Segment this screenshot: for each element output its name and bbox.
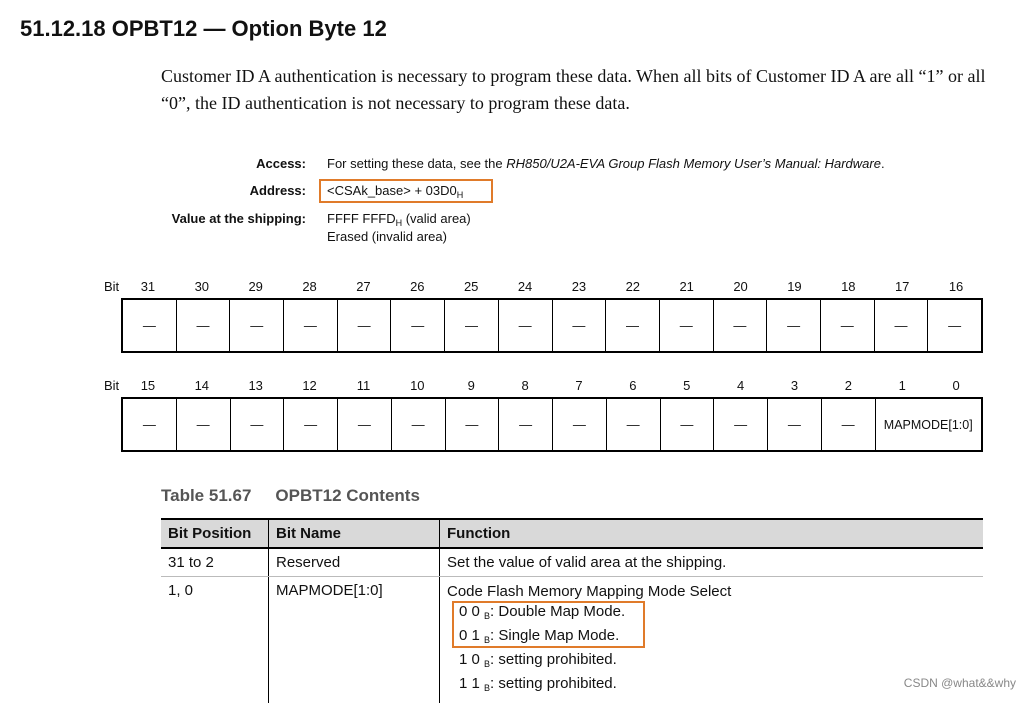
bit-number: 7 (552, 378, 606, 393)
access-label: Access: (106, 156, 306, 171)
mapping-mode-option: 0 1 $_B$: Single Map Mode. (447, 626, 976, 650)
section-heading: 51.12.18 OPBT12 — Option Byte 12 (20, 16, 387, 42)
bit-number: 8 (498, 378, 552, 393)
reserved-bit-cell: — (123, 300, 177, 351)
table-caption: Table 51.67 OPBT12 Contents (161, 486, 420, 506)
bit-number: 20 (714, 279, 768, 294)
reserved-bit-cell: — (606, 300, 660, 351)
bit-number: 17 (875, 279, 929, 294)
bit-number: 13 (229, 378, 283, 393)
reserved-bit-cell: — (230, 300, 284, 351)
reserved-bit-cell: — (392, 399, 446, 450)
bit-number: 15 (121, 378, 175, 393)
reserved-bit-cell: — (660, 300, 714, 351)
bit-number: 3 (768, 378, 822, 393)
bit-number: 30 (175, 279, 229, 294)
mapping-mode-option: 1 1 $_B$: setting prohibited. (447, 674, 976, 698)
reserved-bit-cell: — (553, 300, 607, 351)
reserved-bit-cell: — (284, 399, 338, 450)
header-function: Function (440, 519, 984, 548)
mapmode-field-cell: MAPMODE[1:0] (876, 399, 982, 450)
intro-paragraph: Customer ID A authentication is necessary to program these data. When all bits of Customer ID A are all “1” or all “0”, the ID authentication is not necessary to program these data. (161, 63, 991, 117)
watermark: CSDN @what&&why (904, 676, 1016, 690)
reserved-bit-cell: — (284, 300, 338, 351)
reserved-bit-cell: — (338, 300, 392, 351)
reserved-bit-cell: — (177, 399, 231, 450)
bit-number: 5 (660, 378, 714, 393)
cell-bit-position: 1, 0 (161, 577, 269, 703)
shipping-label: Value at the shipping: (106, 211, 306, 226)
mapping-mode-option: 1 0 $_B$: setting prohibited. (447, 650, 976, 674)
function-title: Code Flash Memory Mapping Mode Select (447, 582, 976, 602)
bit-number: 2 (821, 378, 875, 393)
bit-number: 25 (444, 279, 498, 294)
bit-number: 31 (121, 279, 175, 294)
cell-bit-name: MAPMODE[1:0] (269, 577, 440, 703)
bit-number: 23 (552, 279, 606, 294)
bit-number: 18 (821, 279, 875, 294)
reserved-bit-cell: — (821, 300, 875, 351)
bit-number: 4 (714, 378, 768, 393)
bit-number: 10 (390, 378, 444, 393)
register-upper-bits (121, 298, 983, 353)
reserved-bit-cell: — (607, 399, 661, 450)
bit-number: 22 (606, 279, 660, 294)
reserved-bit-cell: — (445, 300, 499, 351)
bit-number: 16 (929, 279, 983, 294)
bit-number: 24 (498, 279, 552, 294)
bit-number: 6 (606, 378, 660, 393)
manual-reference: RH850/U2A-EVA Group Flash Memory User’s Manual: Hardware (506, 156, 881, 171)
bit-number: 21 (660, 279, 714, 294)
reserved-bit-cell: — (714, 399, 768, 450)
bit-number: 12 (283, 378, 337, 393)
reserved-bit-cell: — (875, 300, 929, 351)
bit-number: 14 (175, 378, 229, 393)
bit-row-label-lower: Bit (104, 378, 119, 393)
address-label: Address: (106, 183, 306, 198)
reserved-bit-cell: — (123, 399, 177, 450)
address-value: <CSAk_base> + $03D0_H$ (327, 183, 463, 200)
bit-number: 26 (390, 279, 444, 294)
reserved-bit-cell: — (499, 399, 553, 450)
cell-bit-name: Reserved (269, 548, 440, 577)
reserved-bit-cell: — (338, 399, 392, 450)
access-value: For setting these data, see the RH850/U2A-EVA Group Flash Memory User’s Manual: Hardware. (327, 156, 885, 171)
map-mode-highlight-box (452, 601, 645, 648)
header-bit-position: Bit Position (161, 519, 269, 548)
bit-number: 0 (929, 378, 983, 393)
reserved-bit-cell: — (231, 399, 285, 450)
reserved-bit-cell: — (928, 300, 981, 351)
bit-number: 9 (444, 378, 498, 393)
reserved-bit-cell: — (767, 300, 821, 351)
bit-row-label-upper: Bit (104, 279, 119, 294)
table-row (161, 548, 983, 577)
bit-number: 11 (337, 378, 391, 393)
reserved-bit-cell: — (553, 399, 607, 450)
cell-function: Set the value of valid area at the shipping. (440, 548, 984, 577)
cell-bit-position: 31 to 2 (161, 548, 269, 577)
reserved-bit-cell: — (768, 399, 822, 450)
reserved-bit-cell: — (391, 300, 445, 351)
table-header-row (161, 519, 983, 548)
header-bit-name: Bit Name (269, 519, 440, 548)
register-lower-bits (121, 397, 983, 452)
reserved-bit-cell: — (822, 399, 876, 450)
bit-number: 19 (768, 279, 822, 294)
bit-number: 1 (875, 378, 929, 393)
bit-number: 28 (283, 279, 337, 294)
bit-number: 29 (229, 279, 283, 294)
reserved-bit-cell: — (499, 300, 553, 351)
reserved-bit-cell: — (714, 300, 768, 351)
shipping-value-valid: FFFF $FFFD_H$ (valid area) (327, 211, 471, 228)
bit-number: 27 (337, 279, 391, 294)
reserved-bit-cell: — (177, 300, 231, 351)
reserved-bit-cell: — (446, 399, 500, 450)
mapping-mode-option: 0 0 $_B$: Double Map Mode. (447, 602, 976, 626)
shipping-value-invalid: Erased (invalid area) (327, 229, 447, 244)
reserved-bit-cell: — (661, 399, 715, 450)
